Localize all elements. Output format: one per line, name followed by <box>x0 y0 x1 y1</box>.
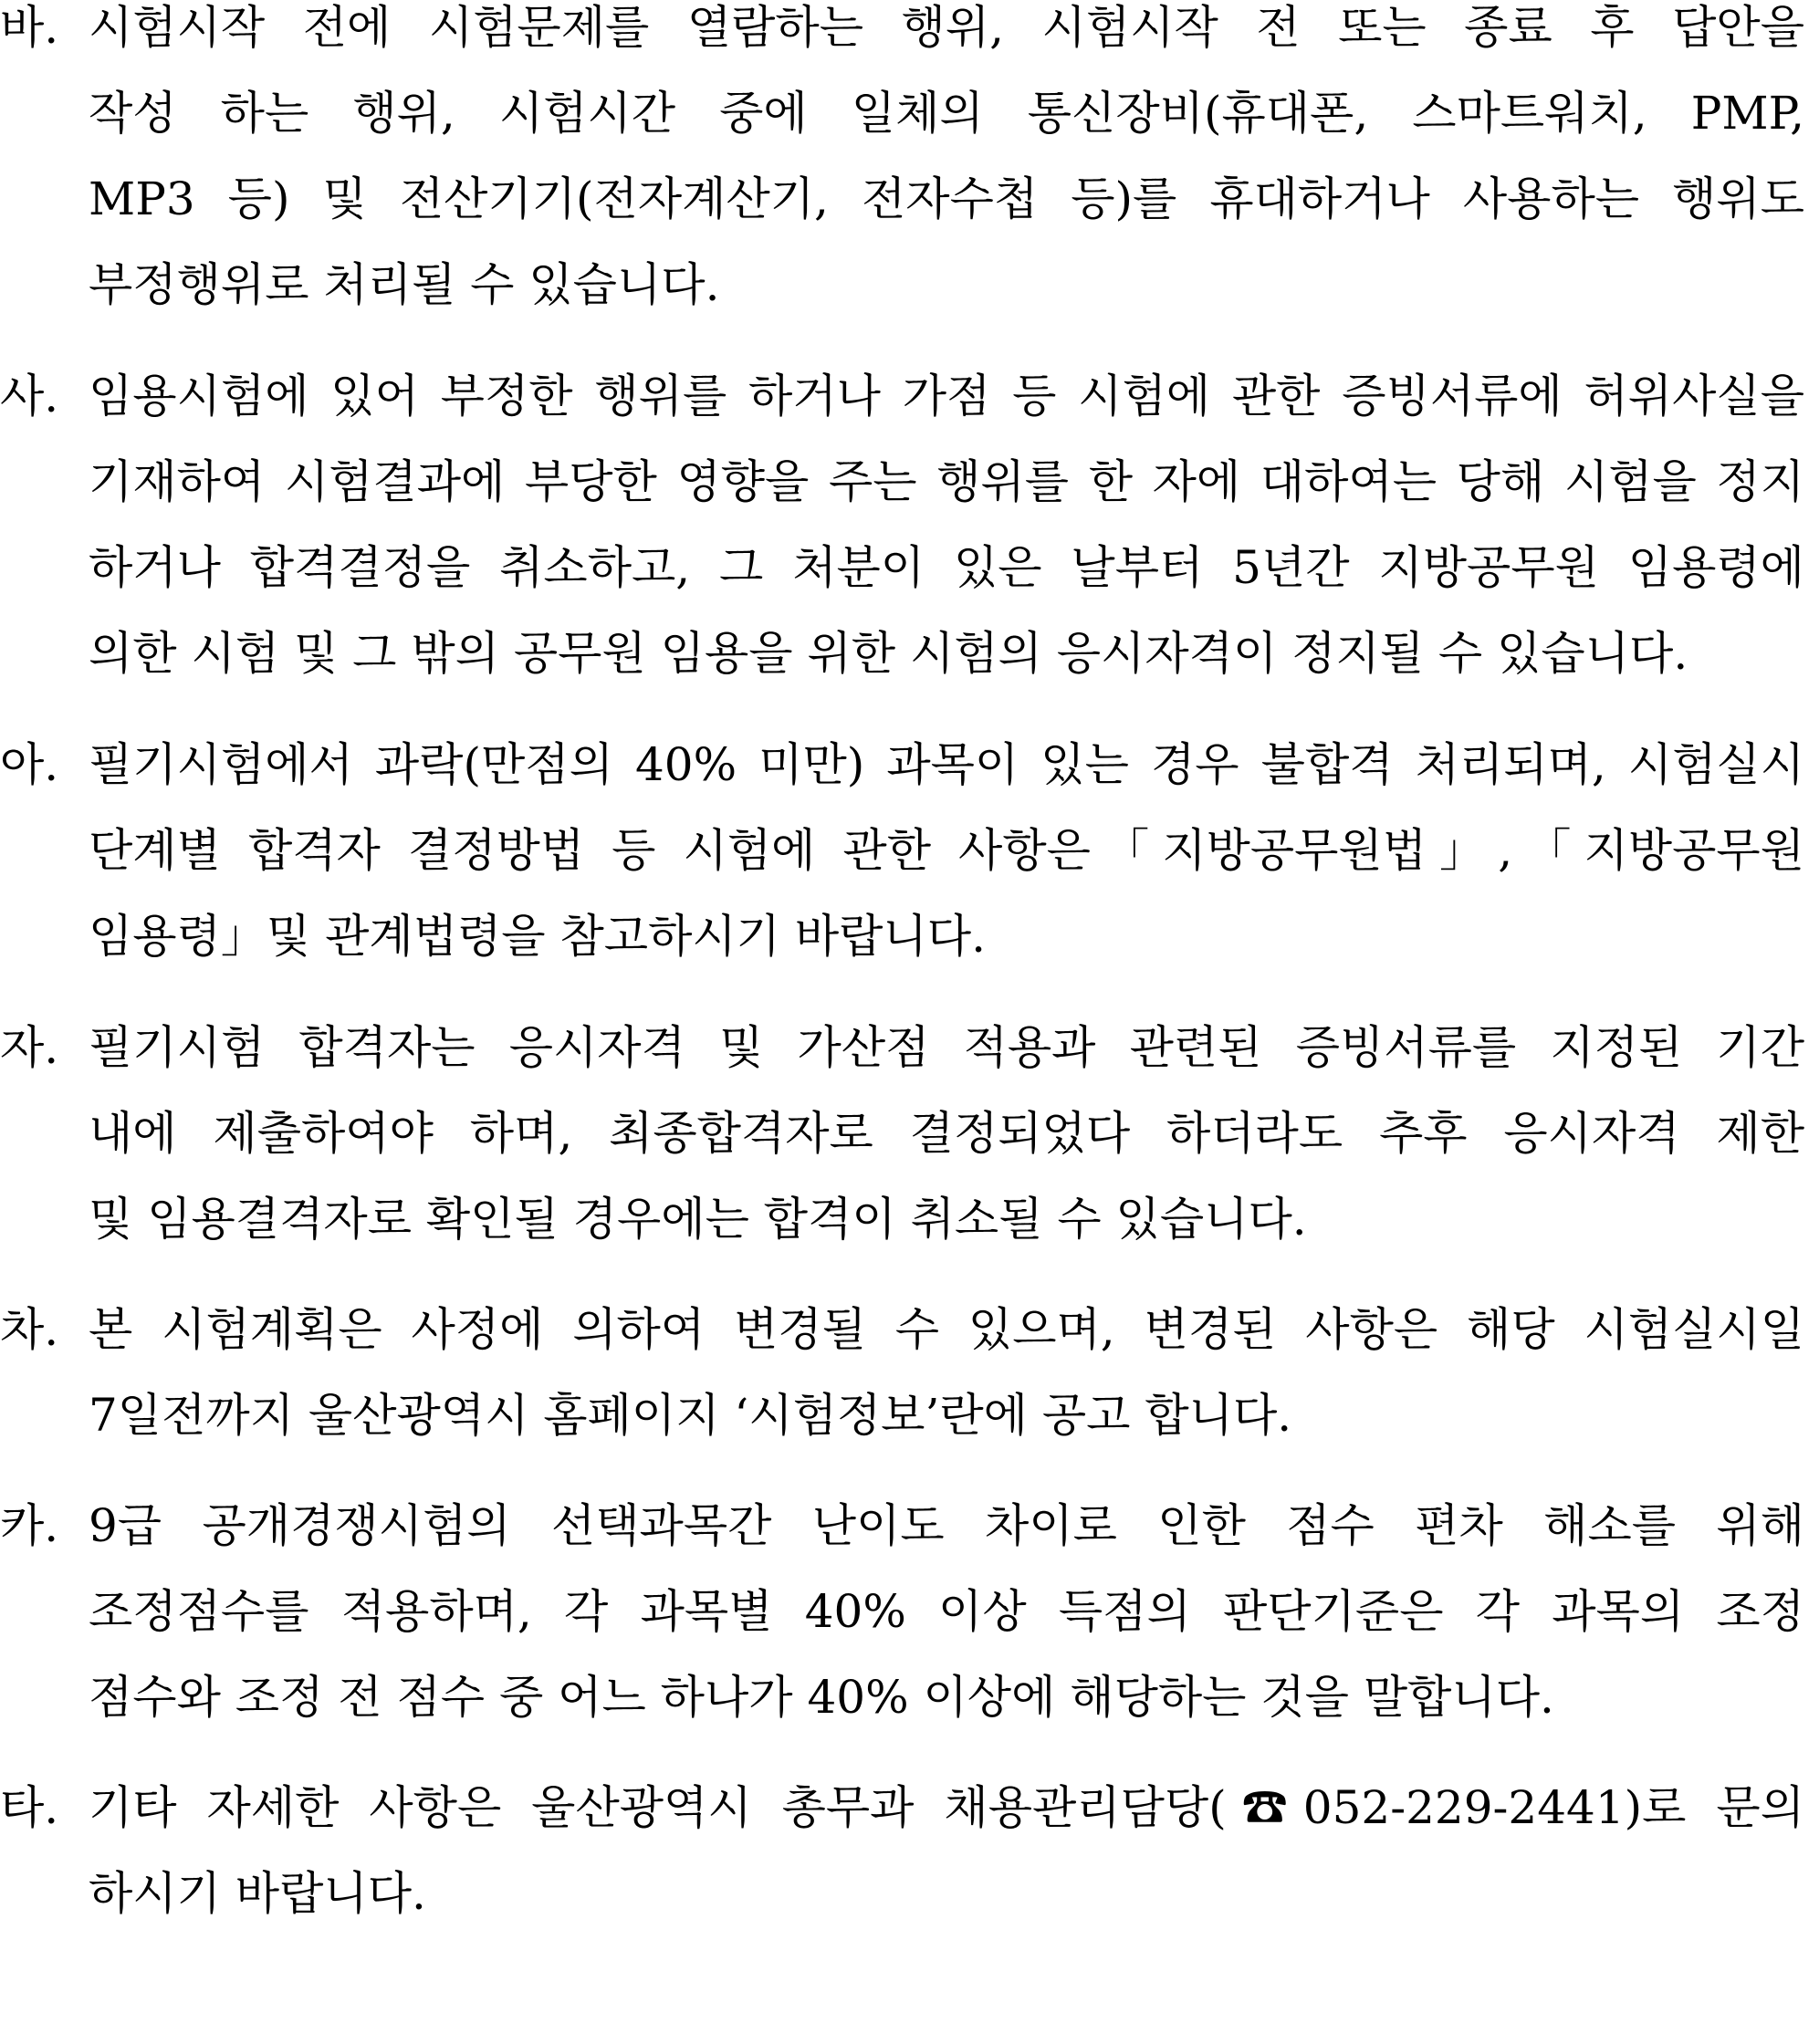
item-text-line: 조정점수를 적용하며, 각 과목별 40% 이상 득점의 판단기준은 각 과목의 조정 <box>89 1585 1804 1638</box>
item-text-line: 기타 자세한 사항은 울산광역시 총무과 채용관리담당(☎052-229-2441)로 문의 <box>89 1781 1804 1834</box>
item-text-line: 하거나 합격결정을 취소하고, 그 처분이 있은 날부터 5년간 지방공무원 임용령에 <box>89 541 1804 594</box>
item-text-line: 7일전까지 울산광역시 홈페이지 ‘시험정보’란에 공고 합니다. <box>89 1389 1292 1442</box>
item-text-line: 점수와 조정 전 점수 중 어느 하나가 40% 이상에 해당하는 것을 말합니다. <box>89 1671 1554 1724</box>
item-marker: 타. <box>0 1781 59 1834</box>
item-marker: 차. <box>0 1303 59 1356</box>
item-marker: 아. <box>0 738 59 791</box>
item-text-line: 임용시험에 있어 부정한 행위를 하거나 가점 등 시험에 관한 증빙서류에 허위사실을 <box>89 370 1804 422</box>
item-text-line: 임용령」및 관계법령을 참고하시기 바랍니다. <box>89 910 986 963</box>
item-text-line: 시험시작 전에 시험문제를 열람하는 행위, 시험시작 전 또는 종료 후 답안을 <box>89 1 1804 54</box>
item-text-line: 의한 시험 및 그 밖의 공무원 임용을 위한 시험의 응시자격이 정지될 수 있습니다. <box>89 627 1688 680</box>
item-text-line: 기재하여 시험결과에 부당한 영향을 주는 행위를 한 자에 대하여는 당해 시험을 정지 <box>89 455 1804 508</box>
item-text-line: MP3 등) 및 전산기기(전자계산기, 전자수첩 등)를 휴대하거나 사용하는 행위도 <box>89 172 1804 225</box>
item-text-line: 필기시험 합격자는 응시자격 및 가산점 적용과 관련된 증빙서류를 지정된 기간 <box>89 1021 1804 1074</box>
item-marker: 카. <box>0 1499 59 1552</box>
item-marker: 자. <box>0 1021 59 1074</box>
item-text-line: 단계별 합격자 결정방법 등 시험에 관한 사항은「지방공무원법」,「지방공무원 <box>89 824 1804 877</box>
item-text-line: 내에 제출하여야 하며, 최종합격자로 결정되었다 하더라도 추후 응시자격 제한 <box>89 1107 1804 1160</box>
item-text-line: 9급 공개경쟁시험의 선택과목간 난이도 차이로 인한 점수 편차 해소를 위해 <box>89 1499 1804 1552</box>
item-text-line: 부정행위로 처리될 수 있습니다. <box>89 258 720 311</box>
item-text-line: 본 시험계획은 사정에 의하여 변경될 수 있으며, 변경된 사항은 해당 시험실시일 <box>89 1303 1804 1356</box>
item-marker: 바. <box>0 1 59 54</box>
item-text-line: 필기시험에서 과락(만점의 40% 미만) 과목이 있는 경우 불합격 처리되며, 시험실시 <box>89 738 1804 791</box>
item-text-line: 하시기 바랍니다. <box>89 1867 426 1920</box>
item-marker: 사. <box>0 370 59 422</box>
item-text-line: 및 임용결격자로 확인될 경우에는 합격이 취소될 수 있습니다. <box>89 1193 1307 1246</box>
item-text-line: 작성 하는 행위, 시험시간 중에 일체의 통신장비(휴대폰, 스마트워치, PMP, <box>89 87 1804 140</box>
